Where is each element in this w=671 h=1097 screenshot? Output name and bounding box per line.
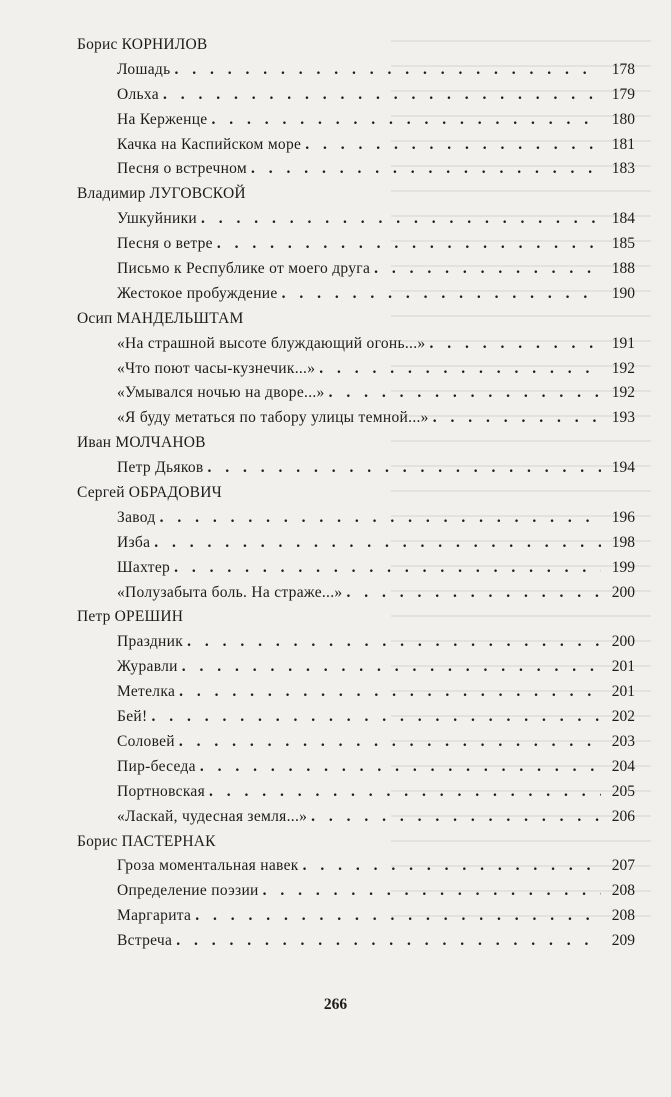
entry-title: «Полузабыта боль. На страже...»: [117, 583, 343, 601]
toc-entry: [77, 780, 635, 805]
toc-entry: [77, 456, 635, 481]
entry-title: Ушкуйники: [117, 210, 198, 228]
toc-entry: [77, 531, 635, 556]
toc-entry: [77, 58, 635, 83]
entry-page: 206: [611, 807, 635, 825]
entry-page: 194: [611, 459, 635, 477]
dot-leader: [174, 556, 601, 581]
toc-entry: [77, 332, 635, 357]
entry-title: Песня о встречном: [117, 160, 248, 178]
toc-entry: [77, 556, 635, 581]
dot-leader: [305, 133, 601, 158]
dot-leader: [160, 506, 601, 531]
dot-leader: [217, 232, 601, 257]
entry-title: Маргарита: [117, 907, 192, 925]
entry-page: 192: [611, 384, 635, 402]
dot-leader: [209, 780, 601, 805]
dot-leader: [151, 705, 601, 730]
entry-title: Пир-беседа: [117, 757, 196, 775]
entry-title: «Умывался ночью на дворе...»: [117, 384, 325, 402]
entry-page: 188: [611, 260, 635, 278]
entry-page: 190: [611, 284, 635, 302]
entry-page: 193: [611, 409, 635, 427]
entry-title: «На страшной высоте блуждающий огонь...»: [117, 334, 426, 352]
toc-entry: [77, 854, 635, 879]
dot-leader: [179, 730, 601, 755]
entry-title: Бей!: [117, 708, 148, 726]
entry-page: 201: [611, 658, 635, 676]
toc-entry: [77, 805, 635, 830]
entry-title: Песня о ветре: [117, 235, 213, 253]
entry-title: Определение поэзии: [117, 882, 259, 900]
page-number: 266: [323, 996, 348, 1013]
dot-leader: [182, 655, 601, 680]
table-of-contents: [77, 33, 635, 954]
toc-entry: [77, 157, 635, 182]
entry-page: 207: [611, 857, 635, 875]
dot-leader: [195, 904, 601, 929]
dot-leader: [282, 282, 601, 307]
entry-page: 201: [611, 683, 635, 701]
dot-leader: [208, 456, 601, 481]
author-heading: Владимир ЛУГОВСКОЙ: [77, 185, 246, 203]
entry-page: 179: [611, 85, 635, 103]
toc-entry: [77, 207, 635, 232]
entry-page: 180: [611, 110, 635, 128]
toc-entry: [77, 929, 635, 954]
entry-title: Качка на Каспийском море: [117, 135, 302, 153]
entry-page: 200: [611, 583, 635, 601]
author-heading: Сергей ОБРАДОВИЧ: [77, 484, 222, 502]
entry-title: Петр Дьяков: [117, 459, 204, 477]
toc-entry: [77, 730, 635, 755]
dot-leader: [303, 854, 601, 879]
entry-title: Соловей: [117, 732, 175, 750]
entry-title: Портновская: [117, 782, 206, 800]
entry-page: 178: [611, 60, 635, 78]
entry-title: Журавли: [117, 658, 178, 676]
dot-leader: [211, 108, 601, 133]
toc-entry: [77, 282, 635, 307]
toc-entry: [77, 655, 635, 680]
entry-title: Метелка: [117, 683, 176, 701]
toc-entry: [77, 506, 635, 531]
dot-leader: [187, 630, 601, 655]
toc-entry: [77, 630, 635, 655]
toc-entry: [77, 232, 635, 257]
entry-page: 198: [611, 533, 635, 551]
entry-page: 208: [611, 882, 635, 900]
toc-entry: [77, 705, 635, 730]
toc-entry: [77, 381, 635, 406]
entry-title: «Что поют часы-кузнечик...»: [117, 359, 316, 377]
dot-leader: [374, 257, 601, 282]
entry-page: 192: [611, 359, 635, 377]
author-heading: Петр ОРЕШИН: [77, 608, 184, 626]
entry-page: 200: [611, 633, 635, 651]
toc-entry: [77, 83, 635, 108]
toc-entry: [77, 133, 635, 158]
toc-entry: [77, 257, 635, 282]
entry-page: 204: [611, 757, 635, 775]
dot-leader: [201, 207, 601, 232]
dot-leader: [174, 58, 601, 83]
toc-entry: [77, 581, 635, 606]
author-heading: Борис КОРНИЛОВ: [77, 36, 208, 53]
entry-page: 196: [611, 508, 635, 526]
dot-leader: [154, 531, 601, 556]
entry-title: Жестокое пробуждение: [117, 284, 278, 302]
entry-title: Ольха: [117, 85, 159, 103]
entry-page: 181: [611, 135, 635, 153]
toc-entry: [77, 904, 635, 929]
entry-page: 209: [611, 932, 635, 950]
dot-leader: [346, 581, 601, 606]
author-heading: Осип МАНДЕЛЬШТАМ: [77, 309, 244, 327]
entry-page: 185: [611, 235, 635, 253]
entry-page: 199: [611, 558, 635, 576]
entry-title: «Я буду метаться по табору улицы темной...»: [117, 409, 429, 427]
entry-page: 208: [611, 907, 635, 925]
dot-leader: [163, 83, 601, 108]
entry-title: Праздник: [117, 633, 184, 651]
entry-title: Изба: [117, 533, 151, 551]
dot-leader: [311, 805, 601, 830]
entry-page: 183: [611, 160, 635, 178]
dot-leader: [329, 381, 601, 406]
dot-leader: [251, 157, 601, 182]
dot-leader: [200, 755, 601, 780]
author-heading: Иван МОЛЧАНОВ: [77, 434, 206, 452]
entry-title: Шахтер: [117, 558, 171, 576]
entry-page: 184: [611, 210, 635, 228]
entry-title: «Ласкай, чудесная земля...»: [117, 807, 308, 825]
entry-title: Письмо к Республике от моего друга: [117, 260, 371, 278]
toc-entry: [77, 879, 635, 904]
toc-entry: [77, 357, 635, 382]
toc-entry: [77, 680, 635, 705]
author-heading: Борис ПАСТЕРНАК: [77, 832, 216, 850]
dot-leader: [429, 332, 601, 357]
entry-title: Завод: [117, 508, 156, 526]
dot-leader: [433, 406, 601, 431]
entry-page: 205: [611, 782, 635, 800]
toc-entry: [77, 108, 635, 133]
entry-page: 202: [611, 708, 635, 726]
entry-page: 191: [611, 334, 635, 352]
toc-entry: [77, 755, 635, 780]
entry-title: На Керженце: [117, 110, 208, 128]
toc-entry: [77, 406, 635, 431]
entry-page: 203: [611, 732, 635, 750]
dot-leader: [263, 879, 601, 904]
entry-title: Гроза моментальная навек: [117, 857, 299, 875]
dot-leader: [179, 680, 601, 705]
dot-leader: [319, 357, 601, 382]
entry-title: Лошадь: [117, 60, 171, 78]
entry-title: Встреча: [117, 932, 173, 950]
dot-leader: [176, 929, 601, 954]
